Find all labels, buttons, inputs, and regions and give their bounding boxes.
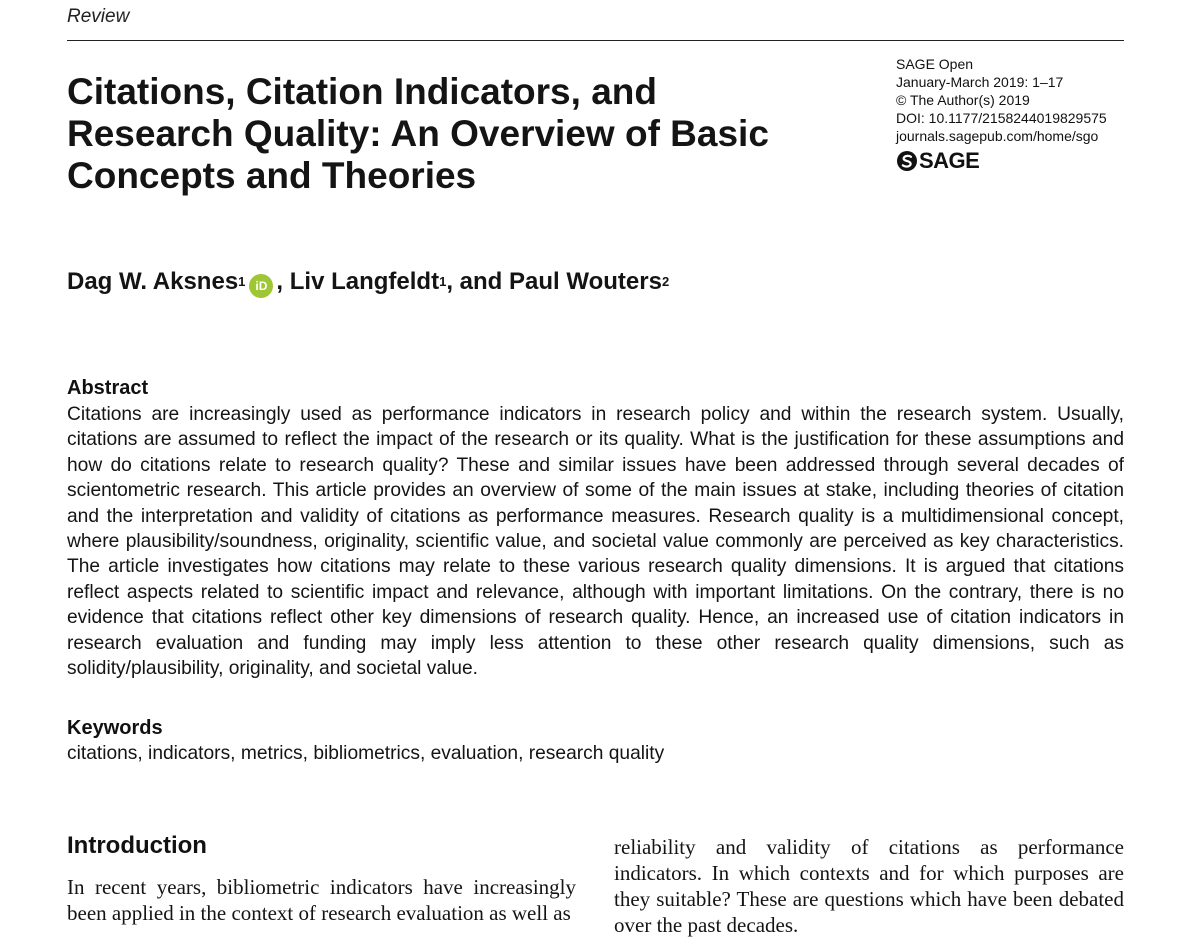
- header-rule: [67, 40, 1124, 41]
- sage-logo: [896, 149, 979, 173]
- copyright: © The Author(s) 2019: [896, 92, 1030, 108]
- doi[interactable]: DOI: 10.1177/2158244019829575: [896, 110, 1107, 126]
- journal-issue: January-March 2019: 1–17: [896, 74, 1064, 90]
- sage-wordmark: SAGE: [919, 148, 980, 173]
- journal-url[interactable]: journals.sagepub.com/home/sgo: [896, 128, 1099, 144]
- abstract-heading: Abstract: [67, 377, 149, 399]
- title-line: Concepts and Theories: [67, 155, 477, 196]
- author-separator: , and: [446, 268, 503, 295]
- keywords-heading: Keywords: [67, 717, 163, 739]
- affiliation-marker: 2: [661, 274, 670, 289]
- journal-name: SAGE Open: [896, 56, 974, 72]
- body-right-column: reliability and validity of citations as performance indicators. In which contexts and for which purposes are they suitable? These are questions which have been debated over the past decades.: [614, 835, 1124, 937]
- article-title: [67, 71, 857, 197]
- sage-s-icon: [896, 150, 918, 172]
- affiliation-marker: 1: [439, 274, 447, 289]
- section-label: Review: [67, 6, 130, 27]
- author-separator: ,: [276, 268, 284, 295]
- keywords-list: citations, indicators, metrics, bibliometrics, evaluation, research quality: [67, 743, 665, 764]
- author-name: Liv Langfeldt: [289, 268, 440, 295]
- body-left-column: In recent years, bibliometric indicators have increasingly been applied in the context of research evaluation as well as: [67, 875, 576, 925]
- title-line: Citations, Citation Indicators, and: [67, 71, 657, 112]
- orcid-icon[interactable]: iD: [249, 274, 273, 298]
- author-name: Dag W. Aksnes: [67, 268, 239, 295]
- author-list: [67, 268, 669, 297]
- affiliation-marker: 1: [238, 274, 246, 289]
- introduction-heading: Introduction: [67, 832, 207, 859]
- title-line: Research Quality: An Overview of Basic: [67, 113, 769, 154]
- author-name: Paul Wouters: [509, 268, 662, 295]
- journal-info: [896, 55, 1107, 145]
- abstract-text: Citations are increasingly used as performance indicators in research policy and within the research system. Usually, citations are assumed to reflect the impact of the research or its quality. What is the justification for these assumptions and how do citations relate to research quality? These and similar issues have been addressed through several decades of scientometric research. This article provides an overview of some of the main issues at stake, including theories of citation and the interpretation and validity of citations as performance measures. Research quality is a multidimensional concept, where plausibility/soundness, originality, scientific value, and societal value commonly are perceived as key characteristics. The article investigates how citations may relate to these various research quality dimensions. It is argued that citations reflect aspects related to scientific impact and relevance, although with important limitations. On the contrary, there is no evidence that citations reflect other key dimensions of research quality. Hence, an increased use of citation indicators in research evaluation and funding may imply less attention to these other research quality dimensions, such as solidity/plausibility, originality, and societal value.: [67, 404, 1124, 680]
